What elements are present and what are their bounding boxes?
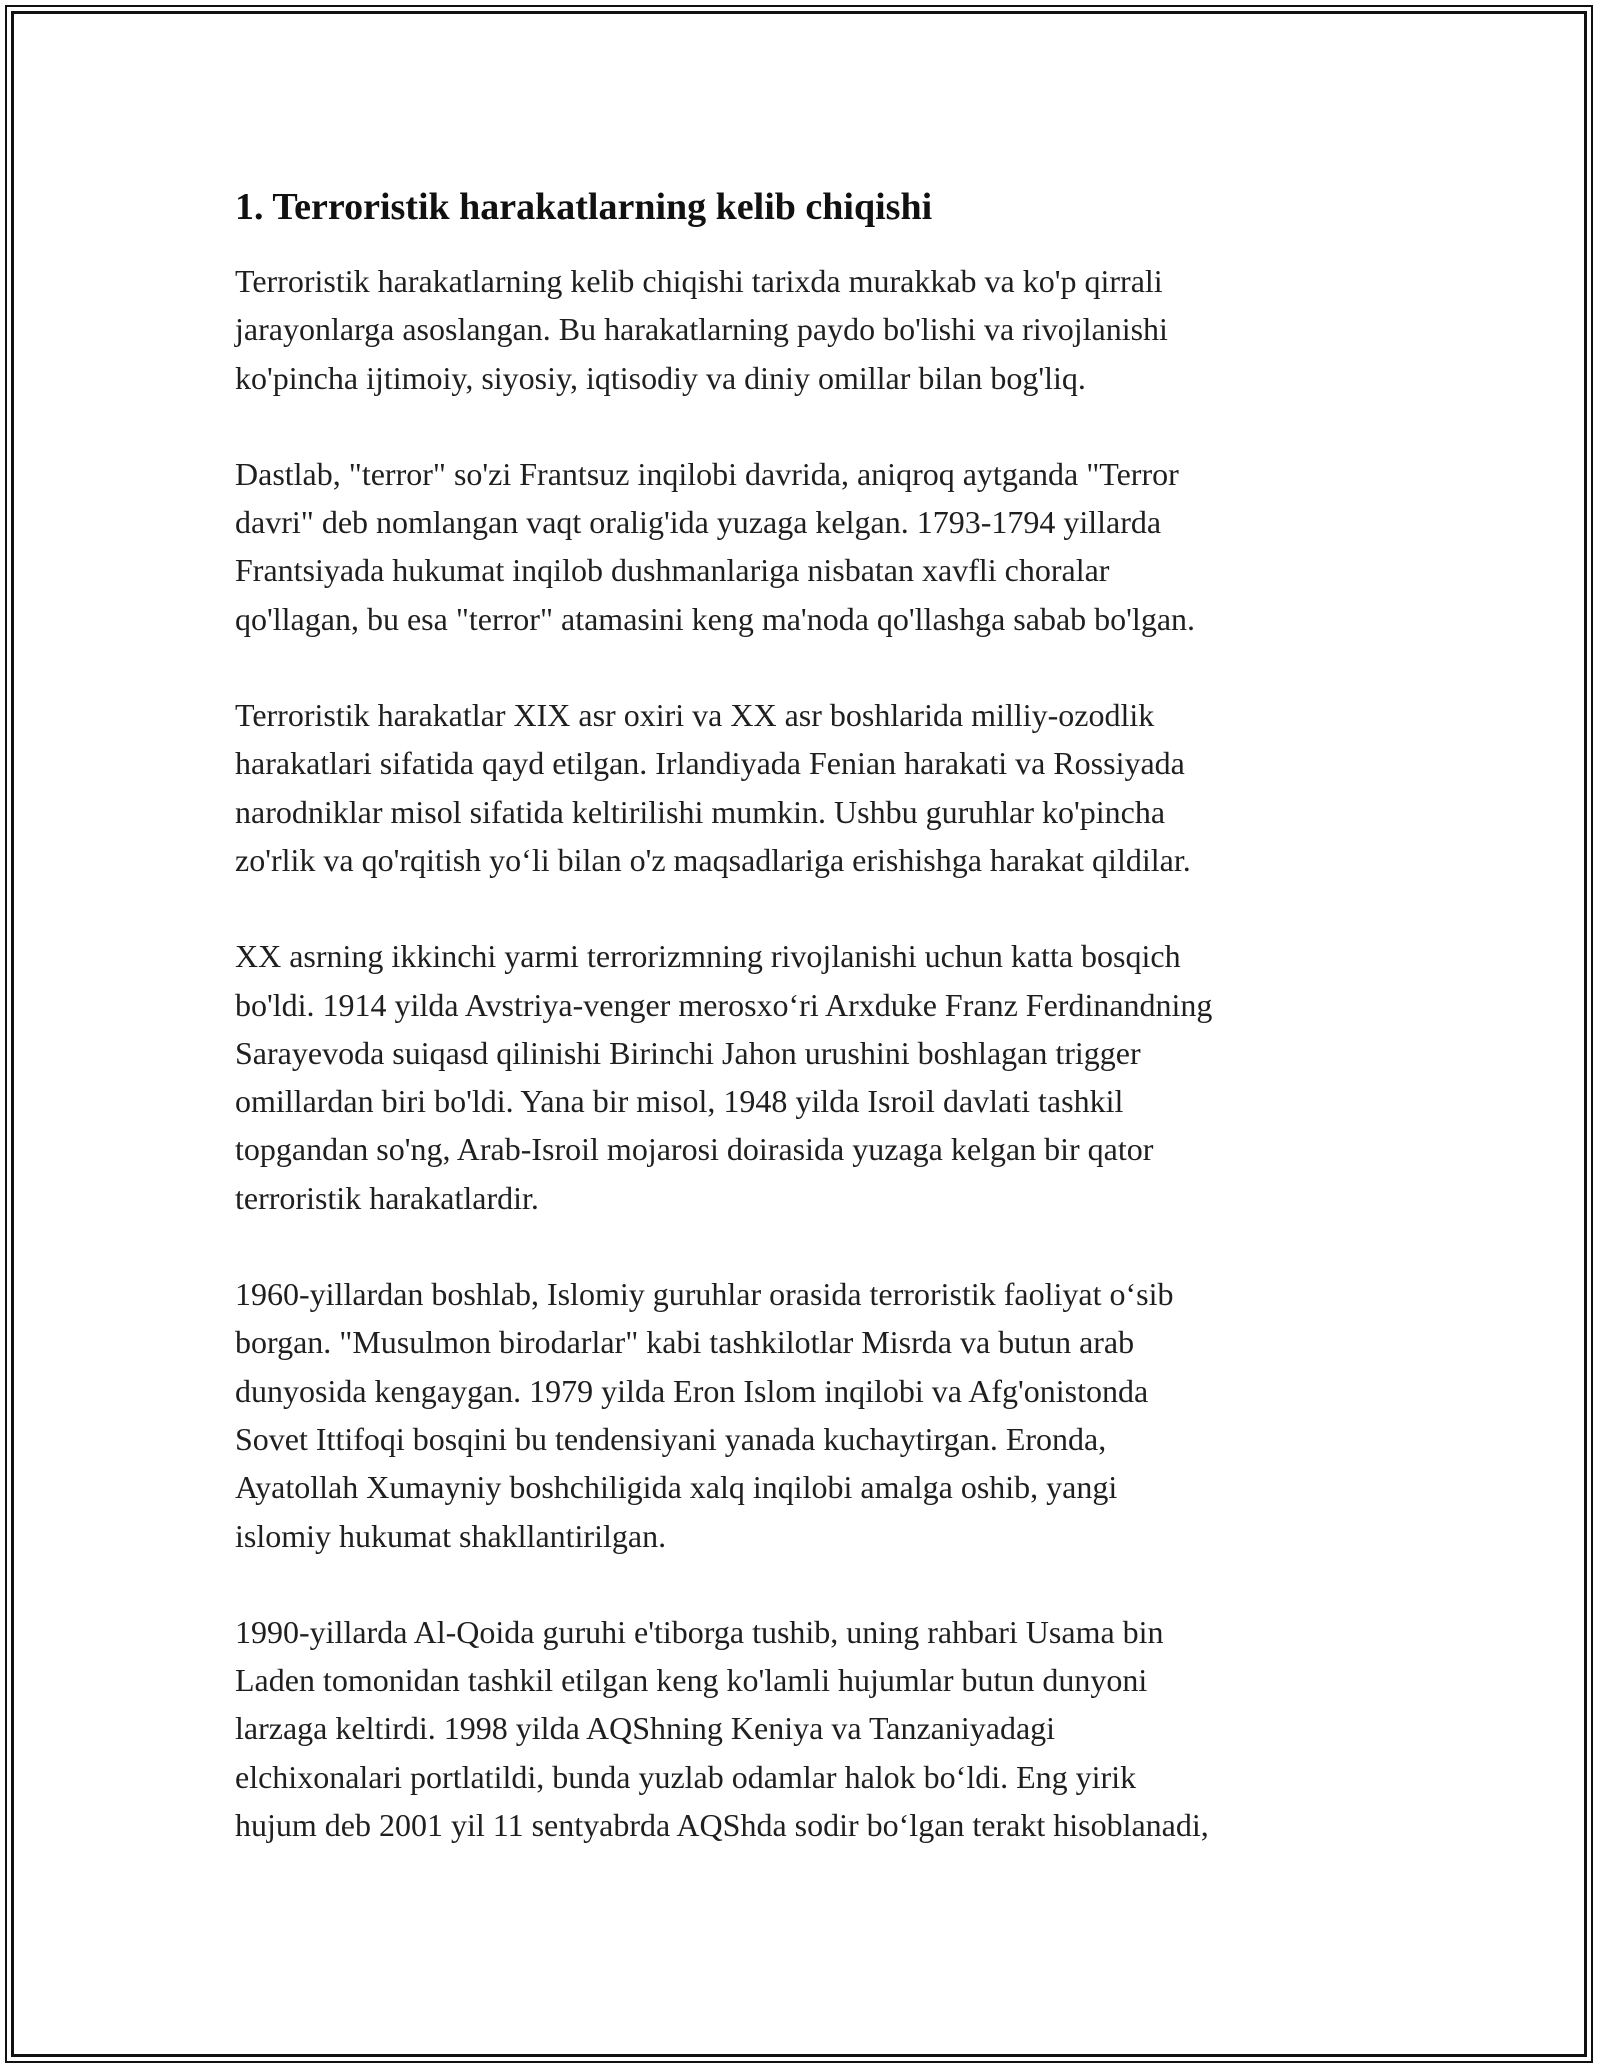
paragraph-5: 1960-yillardan boshlab, Islomiy guruhlar orasida terroristik faoliyat o‘sib borgan. "Musulmon birodarlar" kabi tashkilotlar Misrda va butun arab dunyosida kengaygan. 1979 yilda Eron Islom inqilobi va Afg'onistonda Sovet Ittifoqi bosqini bu tendensiyani yanada kuchaytirgan. Eronda, Ayatollah Xumayniy boshchiligida xalq inqilobi amalga oshib, yangi islomiy hukumat shakllantirilgan. bbox=[235, 1276, 1174, 1554]
paragraph-3: Terroristik harakatlar XIX asr oxiri va XX asr boshlarida milliy-ozodlik harakatlari sifatida qayd etilgan. Irlandiyada Fenian harakati va Rossiyada narodniklar misol sifatida keltirilishi mumkin. Ushbu guruhlar ko'pincha zo'rlik va qo'rqitish yo‘li bilan o'z maqsadlariga erishishga harakat qildilar. bbox=[235, 697, 1191, 878]
document-body bbox=[235, 183, 1375, 1897]
paragraph-6: 1990-yillarda Al-Qoida guruhi e'tiborga tushib, uning rahbari Usama bin Laden tomonidan tashkil etilgan keng ko'lamli hujumlar butun dunyoni larzaga keltirdi. 1998 yilda AQShning Keniya va Tanzaniyadagi elchixonalari portlatildi, bunda yuzlab odamlar halok bo‘ldi. Eng yirik hujum deb 2001 yil 11 sentyabrda AQShda sodir bo‘lgan terakt hisoblanadi, bbox=[235, 1613, 1209, 1844]
section-heading: 1. Terroristik harakatlarning kelib chiqishi bbox=[235, 186, 933, 228]
paragraph-2: Dastlab, "terror" so'zi Frantsuz inqilobi davrida, aniqroq aytganda "Terror davri" deb nomlangan vaqt oralig'ida yuzaga kelgan. 1793-1794 yillarda Frantsiyada hukumat inqilob dushmanlariga nisbatan xavfli choralar qo'llagan, bu esa "terror" atamasini keng ma'noda qo'llashga sabab bo'lgan. bbox=[235, 455, 1196, 637]
paragraph-4: XX asrning ikkinchi yarmi terrorizmning rivojlanishi uchun katta bosqich bo'ldi. 1914 yilda Avstriya-venger merosxo‘ri Arxduke Franz Ferdinandning Sarayevoda suiqasd qilinishi Birinchi Jahon urushini boshlagan trigger omillardan biri bo'ldi. Yana bir misol, 1948 yilda Isroil davlati tashkil topgandan so'ng, Arab-Isroil mojarosi doirasida yuzaga kelgan bir qator terroristik harakatlardir. bbox=[235, 938, 1213, 1216]
paragraph-1: Terroristik harakatlarning kelib chiqishi tarixda murakkab va ko'p qirrali jarayonlarga asoslangan. Bu harakatlarning paydo bo'lishi va rivojlanishi ko'pincha ijtimoiy, siyosiy, iqtisodiy va diniy omillar bilan bog'liq. bbox=[235, 263, 1168, 396]
